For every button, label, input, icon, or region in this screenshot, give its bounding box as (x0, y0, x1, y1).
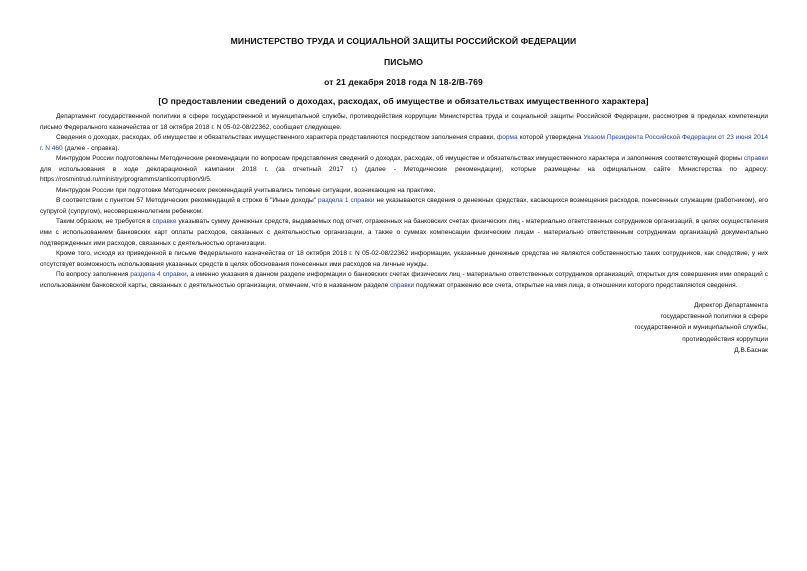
paragraph-2 (40, 133, 768, 154)
text-run: Минтрудом России подготовлены Методические рекомендации по вопросам представления сведений о доходах, расходах, об имуществе и обязательствах имущественного характера и заполнения соответствующей формы (56, 155, 744, 163)
signature-title-line: Директор Департамента (694, 302, 768, 309)
document-date-number: от 21 декабря 2018 года N 18-2/В-769 (324, 77, 483, 87)
text-run: не указываются сведения о денежных средствах, касающихся возмещения расходов, понесенных служащим (работником), его супругой (супругом), несовершеннолетним ребенком. (40, 197, 768, 215)
letter-body (40, 112, 768, 291)
paragraph-7: Кроме того, исходя из приведенной в письме Федерального казначейства от 18 октября 2018 г. N 05-02-08/22362 информации, указанные денежные средства не являются собственностью таких сотрудников, как следствие, у них отсутствует возможность использования указанных средств в целях обоснования понесенных ими расходов на личные нужды. (40, 250, 768, 268)
certificate-link[interactable]: справки (743, 155, 768, 163)
section-4-link[interactable]: раздела 4 справки (130, 271, 187, 279)
paragraph-8 (40, 270, 768, 291)
section-1-link[interactable]: раздела 1 справки (318, 197, 375, 205)
text-run: , а именно указания в данном разделе информации о банковских счетах физических лиц - материально ответственных сотрудников организаций, открытых для совершения ими операций с использованием банковской карты, связанных с деятельностью организации, отмечаем, что в названном разделе (40, 271, 768, 289)
paragraph-3 (40, 154, 768, 186)
paragraph-6 (40, 217, 768, 249)
paragraph-5 (40, 196, 768, 217)
presidential-decree-link[interactable]: Указом Президента Российской Федерации от 23 июня 2014 г. N 460 (40, 134, 769, 152)
document-subject: [О предоставлении сведений о доходах, расходах, об имуществе и обязательствах имущественного характера] (158, 96, 649, 106)
text-run: указывать сумму денежных средств, выдаваемых под отчет, отраженных на банковских счетах физических лиц - материально ответственных сотрудников организаций, в целях осуществления ими с использованием банковских карт оплаты расходов, связанных с деятельностью организации, а также о суммах компенсации физическим лицам - материально ответственным сотрудникам организаций документально подтвержденных ими расходов, связанных с деятельностью организации. (40, 218, 768, 247)
signature-title-line: противодействия коррупции (682, 335, 768, 343)
text-run: В соответствии с пунктом 57 Методических рекомендаций в строке 6 "Иные доходы" (56, 197, 319, 205)
text-run: Таким образом, не требуется в (56, 218, 153, 226)
text-run: подлежат отражению все счета, открытые на имя лица, в отношении которого представляются сведения. (414, 281, 738, 289)
text-run: для использования в ходе декларационной кампании 2018 г. (за отчетный 2017 г.) (далее - Методические рекомендации), которые размещены на официальном сайте Министерства по адресу: https://rosmintrud.ru/ministry/programms/anticorruption/9/5. (40, 165, 768, 184)
paragraph-4: Минтрудом России при подготовке Методических рекомендаций учитывались типовые ситуации, возникающие на практике. (56, 186, 436, 194)
certificate-link[interactable]: справки (390, 281, 415, 289)
signature-block (568, 300, 768, 356)
document-type: ПИСЬМО (384, 57, 423, 67)
signature-title-line: государственной и муниципальной службы, (634, 324, 768, 332)
paragraph-1: Департамент государственной политики в сфере государственной и муниципальной службы, противодействия коррупции Министерства труда и социальной защиты Российской Федерации, рассмотрев в пределах компетенции письмо Федерального казначейства от 18 октября 2018 г. N 05-02-08/22362, сообщает следующее. (40, 113, 768, 131)
text-run: Сведения о доходах, расходах, об имуществе и обязательствах имущественного характера представляются посредством заполнения справки, (56, 134, 497, 142)
text-run: По вопросу заполнения (56, 271, 131, 279)
text-run: которой утверждена (517, 134, 584, 142)
form-link[interactable]: форма (496, 134, 518, 142)
text-run: (далее - справка). (62, 144, 120, 152)
ministry-title: МИНИСТЕРСТВО ТРУДА И СОЦИАЛЬНОЙ ЗАЩИТЫ РОССИЙСКОЙ ФЕДЕРАЦИИ (230, 36, 577, 46)
certificate-link[interactable]: справке (152, 218, 177, 226)
signatory-name: Д.В.Баснак (734, 346, 768, 354)
signature-title-line: государственной политики в сфере (660, 313, 768, 321)
